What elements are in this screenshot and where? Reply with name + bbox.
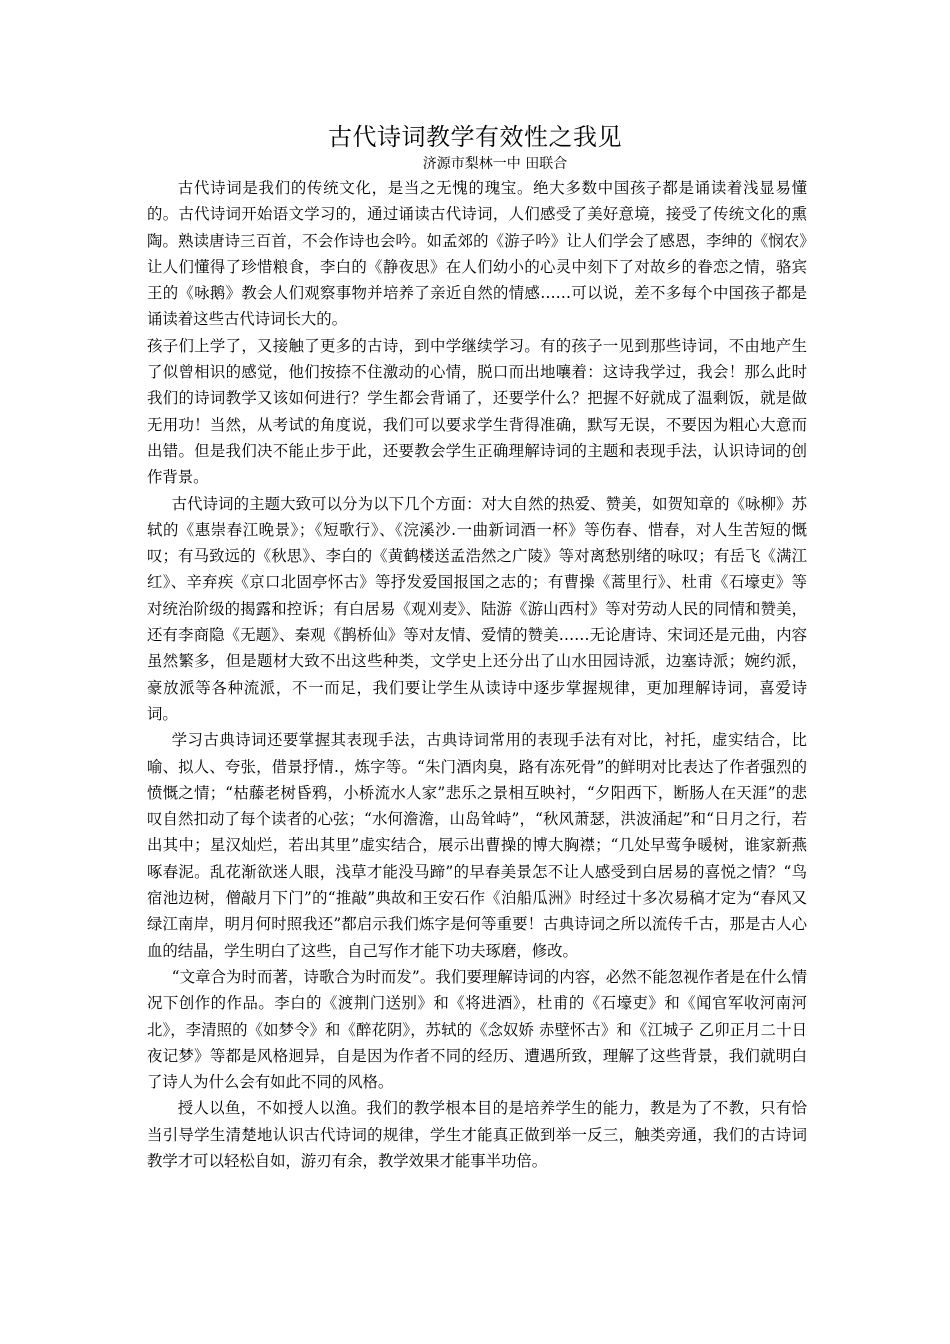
- page-title: 古代诗词教学有效性之我见: [328, 123, 622, 151]
- paragraph-intro: 古代诗词是我们的传统文化，是当之无愧的瑰宝。绝大多数中国孩子都是诵读着浅显易懂的。古代诗词开始语文学习的，通过诵读古代诗词，人们感受了美好意境，接受了传统文化的熏陶。熟读唐诗三百首，不会作诗也会吟。如孟郊的《游子吟》让人们学会了感恩，李绅的《悯农》让人们懂得了珍惜粮食，李白的《静夜思》在人们幼小的心灵中刻下了对故乡的眷恋之情，骆宾王的《咏鹅》教会人们观察事物并培养了亲近自然的情感……可以说，差不多每个中国孩子都是诵读着这些古代诗词长大的。: [147, 179, 807, 329]
- paragraph-conclusion: 授人以鱼，不如授人以渔。我们的教学根本目的是培养学生的能力，教是为了不教，只有恰当引导学生清楚地认识古代诗词的规律，学生才能真正做到举一反三，触类旁通，我们的古诗词教学才可以轻松自如，游刃有余，教学效果才能事半功倍。: [147, 1099, 807, 1170]
- paragraph-themes: 古代诗词的主题大致可以分为以下几个方面：对大自然的热爱、赞美，如贺知章的《咏柳》苏轼的《惠崇春江晚景》；《短歌行》、《浣溪沙.一曲新词酒一杯》等伤春、惜春，对人生苦短的慨叹；有马致远的《秋思》、李白的《黄鹤楼送孟浩然之广陵》等对离愁别绪的咏叹；有岳飞《满江红》、辛弃疾《京口北固亭怀古》等抒发爱国报国之志的；有曹操《蒿里行》、杜甫《石壕吏》等对统治阶级的揭露和控诉；有白居易《观刈麦》、陆游《游山西村》等对劳动人民的同情和赞美，还有李商隐《无题》、秦观《鹊桥仙》等对友情、爱情的赞美……无论唐诗、宋词还是元曲，内容虽然繁多，但是题材大致不出这些种类，文学史上还分出了山水田园诗派，边塞诗派；婉约派，豪放派等各种流派，不一而足，我们要让学生从读诗中逐步掌握规律，更加理解诗词，喜爱诗词。: [147, 494, 807, 723]
- paragraph-background: “文章合为时而著，诗歌合为时而发”。我们要理解诗词的内容，必然不能忽视作者是在什么情况下创作的作品。李白的《渡荆门送别》和《将进酒》，杜甫的《石壕吏》和《闻官军收河南河北》，李清照的《如梦令》和《醉花阴》，苏轼的《念奴娇 赤壁怀古》和《江城子 乙卯正月二十日夜记梦》等都是风格迥异，自是因为作者不同的经历、遭遇所致，理解了这些背景，我们就明白了诗人为什么会有如此不同的风格。: [147, 967, 807, 1092]
- paragraph-techniques: 学习古典诗词还要掌握其表现手法，古典诗词常用的表现手法有对比，衬托，虚实结合，比喻、拟人、夸张，借景抒情.，炼字等。“朱门酒肉臭，路有冻死骨”的鲜明对比表达了作者强烈的愤慨之情；“枯藤老树昏鸦，小桥流水人家”悲乐之景相互映衬，“夕阳西下，断肠人在天涯”的悲叹自然扣动了每个读者的心弦；“水何澹澹，山岛耸峙”，“秋风萧瑟，洪波涌起”和“日月之行，若出其中；星汉灿烂，若出其里”虚实结合，展示出曹操的博大胸襟；“几处早莺争暖树，谁家新燕啄春泥。乱花渐欲迷人眼，浅草才能没马蹄”的早春美景怎不让人感受到白居易的喜悦之情？“鸟宿池边树，僧敲月下门”的“推敲”典故和王安石作《泊船瓜洲》时经过十多次易稿才定为“春风又绿江南岸，明月何时照我还”都启示我们炼字是何等重要！古典诗词之所以流传千古，那是古人心血的结晶，学生明白了这些，自己写作才能下功夫琢磨，修改。: [147, 731, 807, 960]
- author-byline: 济源市梨林一中 田联合: [422, 156, 568, 172]
- article-body: [147, 175, 807, 1174]
- paragraph-middle-school: 孩子们上学了，又接触了更多的古诗，到中学继续学习。有的孩子一见到那些诗词，不由地产生了似曾相识的感觉，他们按捺不住激动的心情，脱口而出地嚷着：这诗我学过，我会！那么此时我们的诗词教学又该如何进行？学生都会背诵了，还要学什么？把握不好就成了温剩饭，就是做无用功！当然，从考试的角度说，我们可以要求学生背得准确，默写无误，不要因为粗心大意而出错。但是我们决不能止步于此，还要教会学生正确理解诗词的主题和表现手法，认识诗词的创作背景。: [147, 336, 807, 487]
